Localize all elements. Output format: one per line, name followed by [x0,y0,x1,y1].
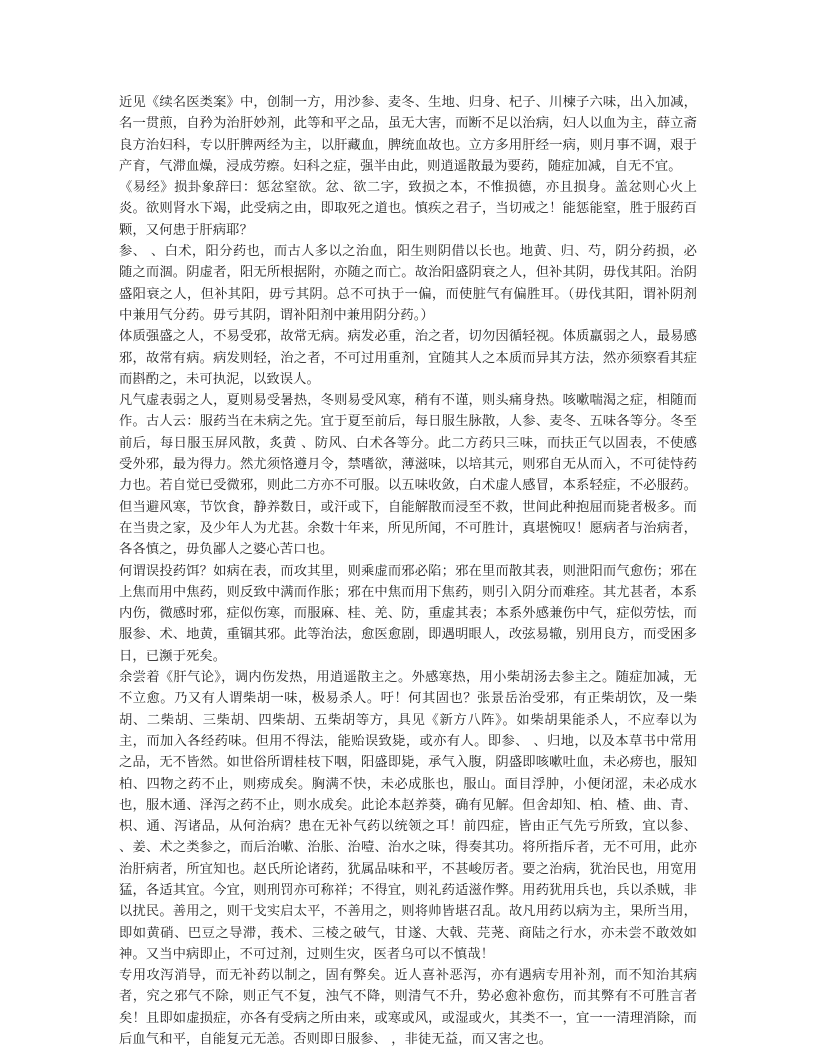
paragraph: 体质强盛之人，不易受邪，故常无病。病发必重，治之者，切勿因循轻视。体质羸弱之人，最易感邪，故常有病。病发则轻，治之者，不可过用重剂，宜随其人之本质而异其方法，然亦须察看其症而斟酌之，未可执泥，以致误人。 [119,329,697,387]
paragraph: 《易经》损卦象辞曰：惩忿窒欲。忿、欲二字，致损之本，不惟损德，亦且损身。盖忿则心火上炎。欲则肾水下竭，此受病之由，即取死之道也。慎疾之君子，当切戒之！能惩能窒，胜于服药百颗，又何患于肝病耶？ [119,180,697,238]
paragraph: 近见《续名医类案》中，创制一方，用沙参、麦冬、生地、归身、杞子、川楝子六味，出入加减，名一贯煎，自矜为治肝妙剂，此等和平之品，虽无大害，而断不足以治病，妇人以血为主，薛立斋良方治妇科，专以肝脾两经为主，以肝藏血，脾统血故也。立方多用肝经一病，则月事不调，艰于产育，气滞血燥，浸成劳瘵。妇科之症，强半由此，则逍遥散最为要药，随症加减，自无不宜。 [119,95,697,174]
paragraph: 余尝着《肝气论》，调内伤发热，用逍遥散主之。外感寒热，用小柴胡汤去参主之。随症加减，无不立愈。乃又有人谓柴胡一味，极易杀人。吁！何其固也？张景岳治受邪，有正柴胡饮，及一柴胡、二柴胡、三柴胡、四柴胡、五柴胡等方，具见《新方八阵》。如柴胡果能杀人，不应奉以为主，而加入各经药味。但用不得法，能贻误致毙，或亦有人。即参、 、归地，以及本草书中常用之品，无不皆然。如世俗所谓桂枝下咽，阳盛即毙，承气入腹，阴盛即咳嗽吐血，未必痨也，服知柏、四物之药不止，则痨成矣。胸满不快，未必成胀也，服山。面目浮肿，小便闭涩，未必成水也，服木通、泽泻之药不止，则水成矣。此论本赵养葵，确有见解。但舍却知、柏、楂、曲、青、枳、通、泻诸品，从何治病？患在无补气药以统领之耳！前四症，皆由正气先亏所致，宜以参、 、姜、术之类参之，而后治嗽、治胀、治噎、治水之味，得奏其功。将所指斥者，无不可用，此亦治肝病者，所宜知也。赵氏所论诸药，犹属品味和平，不甚峻厉者。要之治病，犹治民也，用宽用猛，各适其宜。今宜，则刑罚亦可称祥；不得宜，则礼药适滋作弊。用药犹用兵也，兵以杀贼，非以扰民。善用之，则干戈实启太平，不善用之，则将帅皆堪召乱。故凡用药以病为主，果所当用，即如黄硝、巴豆之导滞，莪术、三棱之破气，甘遂、大戟、芫荛、商陆之行水，亦未尝不敢效如神。又当中病即止，不可过剂，过则生灾，医者乌可以不慎哉！ [119,670,697,962]
paragraph: 何谓误投药饵？如病在表，而攻其里，则乘虚而邪必陷；邪在里而散其表，则泄阳而气愈伤；邪在上焦而用中焦药，则反致中满而作胀；邪在中焦而用下焦药，则引入阴分而难痊。其尤甚者，本系内伤，微感时邪，症似伤寒，而服麻、桂、羌、防，重虚其表；本系外感兼伤中气，症似劳怯，而服参、术、地黄，重锢其邪。此等治法，愈医愈剧，即遇明眼人，改弦易辙，别用良方，而受困多日，已濒于死矣。 [119,563,697,664]
paragraph: 专用攻泻消导，而无补药以制之，固有弊矣。近人喜补恶泻，亦有遇病专用补剂，而不知治其病者，究之邪气不除，则正气不复，浊气不降，则清气不升，势必愈补愈伤，而其弊有不可胜言者矣！且即如虚损症，亦各有受病之所由来，或寒或风，或湿或火，其类不一，宜一一清理消除，而后血气和平，自能复元无恙。否则即日服参、 ，非徒无益，而又害之也。 [119,968,697,1048]
paragraph: 凡气虚表弱之人，夏则易受暑热，冬则易受风寒，稍有不谨，则头痛身热。咳嗽喘渴之症，相随而作。古人云：服药当在未病之先。宜于夏至前后，每日服生脉散，人参、麦冬、五味各等分。冬至前后，每日服玉屏风散，炙黄 、防风、白术各等分。此二方药只三味，而扶正气以固表，不使感受外邪，最为得力。然尤须恪遵月令，禁嗜欲，薄滋味，以培其元，则邪自无从而入，不可徒恃药力也。若自觉已受微邪，则此二方亦不可服。以五味收敛，白术虚人感冒，本系轻症，不必服药。但当避风寒，节饮食，静养数日，或汗或下，自能解散而浸至不救，世间此种抱屈而毙者极多。而在当贵之家，及少年人为尤甚。余数十年来，所见所闻，不可胜计，真堪惋叹！愿病者与治病者，各各慎之，毋负鄙人之婆心苦口也。 [119,393,697,558]
paragraph: 参、 、白术，阳分药也，而古人多以之治血，阳生则阴借以长也。地黄、归、芍，阴分药损，必随之而涸。阴虚者，阳无所根据附，亦随之而亡。故治阳盛阴衰之人，但补其阴，毋伐其阳。治阴盛阳衰之人，但补其阳，毋亏其阴。总不可执于一偏，而使脏气有偏胜耳。（毋伐其阳，谓补阴剂中兼用气分药。毋亏其阴，谓补阳剂中兼用阴分药。） [119,244,697,323]
document-body [119,92,697,1050]
